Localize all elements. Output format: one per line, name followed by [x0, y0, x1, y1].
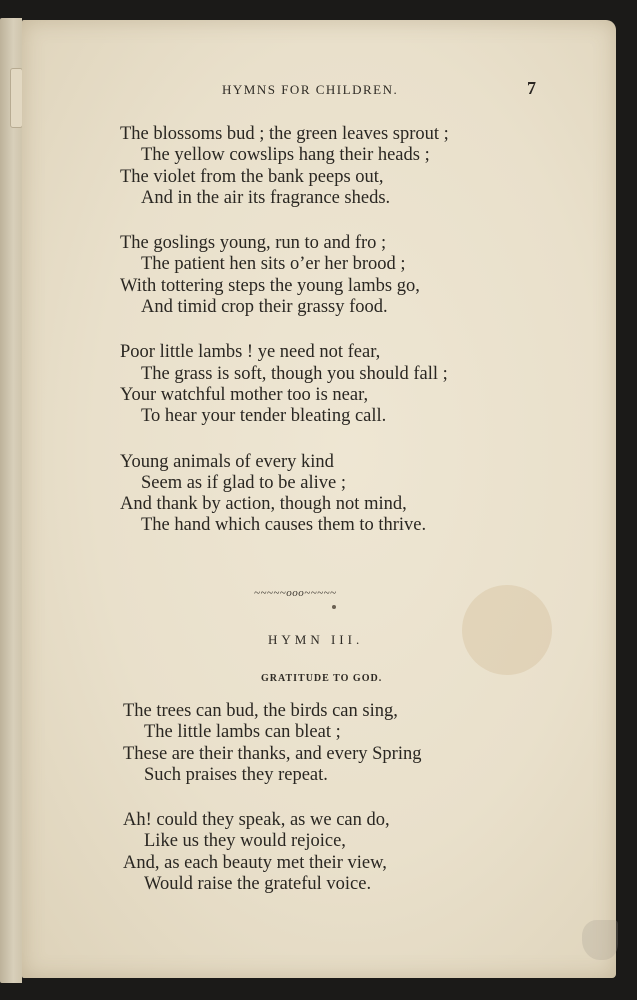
poem-line: Such praises they repeat.: [144, 764, 328, 785]
previous-page-edge: [0, 18, 22, 983]
book-page: [22, 20, 616, 978]
poem-line: Ah! could they speak, as we can do,: [123, 810, 390, 831]
poem-line: The violet from the bank peeps out,: [120, 166, 384, 187]
poem-line: Would raise the grateful voice.: [144, 874, 372, 895]
ink-dot: [332, 605, 336, 609]
poem-line: These are their thanks, and every Spring: [123, 743, 422, 764]
poem-line: Like us they would rejoice,: [144, 831, 346, 852]
stanza: [120, 342, 590, 427]
poem-line: And in the air its fragrance sheds.: [141, 187, 391, 208]
corner-stain: [582, 920, 618, 960]
poem-line: Seem as if glad to be alive ;: [141, 472, 346, 493]
poem-line: The hand which causes them to thrive.: [141, 515, 427, 536]
stanza: [123, 701, 593, 786]
page-number: 7: [527, 78, 536, 98]
poem-line: The yellow cowslips hang their heads ;: [141, 145, 430, 166]
poem-line: To hear your tender bleating call.: [141, 406, 387, 427]
hymn-poem: [123, 701, 593, 919]
poem-line: With tottering steps the young lambs go,: [120, 275, 420, 296]
poem-line: And, as each beauty met their view,: [123, 852, 387, 873]
hymn-subtitle: GRATITUDE TO GOD.: [261, 673, 383, 684]
poem-line: Young animals of every kind: [120, 451, 334, 472]
foxing-stain: [462, 585, 552, 675]
stanza: [120, 124, 590, 209]
stanza: [120, 233, 590, 318]
poem-line: And thank by action, though not mind,: [120, 494, 407, 515]
poem-line: The trees can bud, the birds can sing,: [123, 701, 398, 721]
poem-line: The little lambs can bleat ;: [144, 722, 341, 743]
poem-line: Poor little lambs ! ye need not fear,: [120, 342, 381, 363]
poem-line: Your watchful mother too is near,: [120, 384, 369, 405]
poem-continued: [120, 124, 590, 561]
hymn-title: HYMN III.: [268, 632, 364, 647]
poem-line: The patient hen sits o’er her brood ;: [141, 254, 406, 275]
stanza: [123, 810, 593, 895]
poem-line: And timid crop their grassy food.: [141, 297, 388, 318]
poem-line: The goslings young, run to and fro ;: [120, 233, 387, 254]
stanza: [120, 452, 590, 537]
running-head: HYMNS FOR CHILDREN.: [222, 82, 399, 97]
poem-line: The grass is soft, though you should fall ;: [141, 363, 448, 384]
poem-line: The blossoms bud ; the green leaves sprout ;: [120, 124, 449, 144]
section-divider: ~~~~~ooo~~~~~: [254, 587, 337, 599]
